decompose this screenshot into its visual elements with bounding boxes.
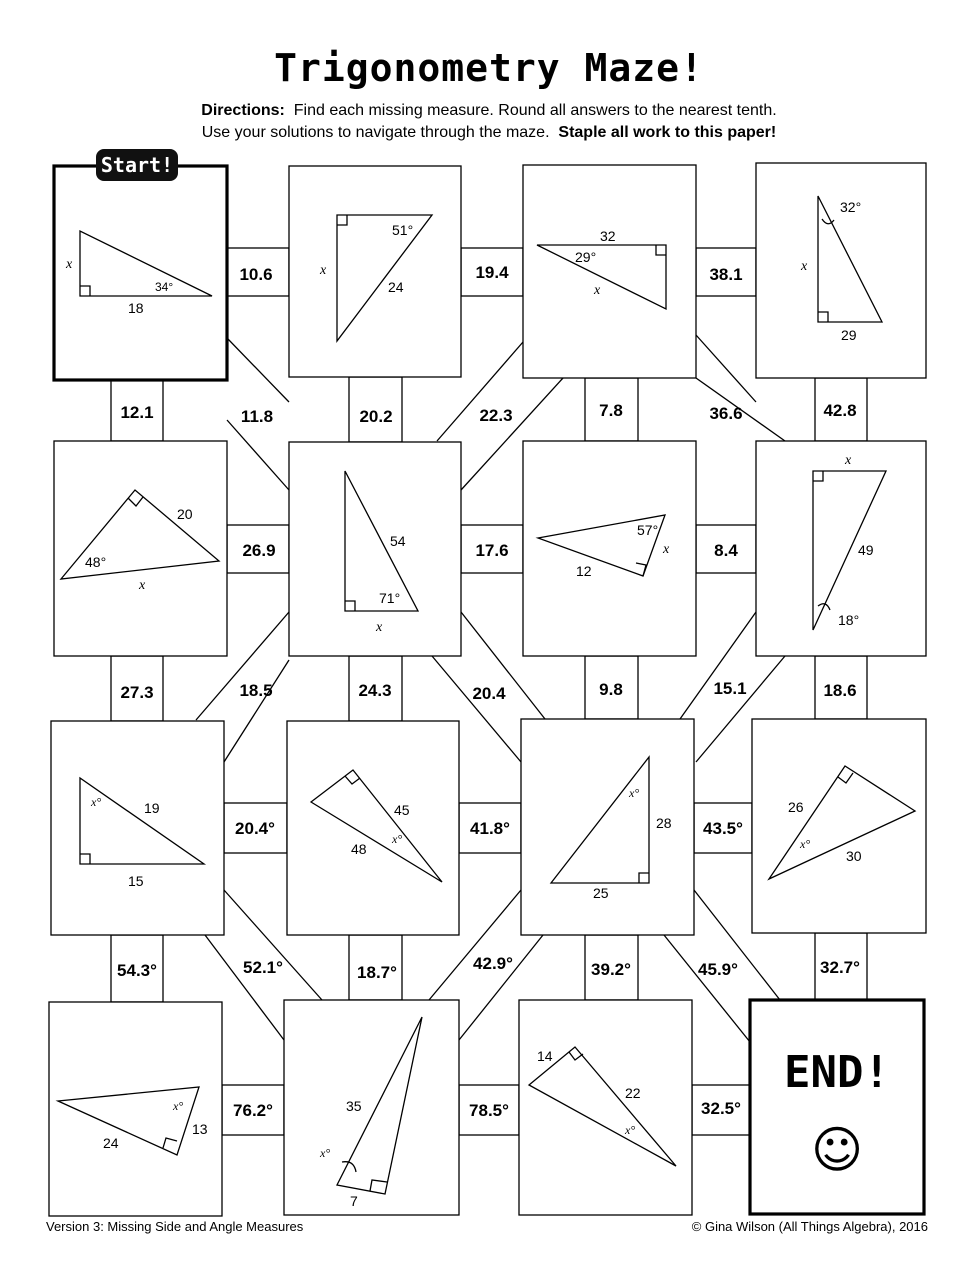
triangle-label: x	[845, 453, 852, 468]
answer-label: 18.5	[239, 681, 273, 700]
answer-labels	[117, 263, 860, 1120]
triangle-label: 29	[841, 327, 857, 343]
triangle-label: 15	[128, 873, 144, 889]
footer-copyright: © Gina Wilson (All Things Algebra), 2016	[691, 1219, 928, 1234]
directions-text-2: Use your solutions to navigate through the maze.	[201, 124, 550, 141]
maze-cell	[752, 719, 926, 933]
answer-label: 18.7°	[357, 963, 397, 982]
answer-label: 22.3	[479, 406, 513, 425]
triangle-label: x°	[91, 795, 102, 809]
triangle-label: x°	[320, 1146, 331, 1160]
answer-label: 76.2°	[233, 1101, 273, 1120]
triangle-label: 45	[394, 802, 410, 818]
answer-label: 36.6	[709, 404, 743, 423]
answer-label: 41.8°	[470, 819, 510, 838]
triangle-label: 19	[144, 800, 160, 816]
connector	[227, 420, 289, 490]
answer-label: 15.1	[713, 679, 747, 698]
maze-cell	[289, 442, 461, 656]
end-label: END!	[784, 1047, 890, 1098]
triangle-label: 32°	[840, 199, 862, 215]
answer-label: 10.6	[239, 265, 273, 284]
triangle-label: x	[66, 257, 73, 272]
answer-label: 42.8	[823, 401, 857, 420]
triangle-label: 34°	[155, 280, 174, 294]
answer-label: 38.1	[709, 265, 743, 284]
directions-label: Directions:	[201, 102, 285, 119]
triangle-label: x	[320, 263, 327, 278]
maze-cell	[289, 166, 461, 377]
triangle-label: x	[376, 620, 383, 635]
answer-label: 54.3°	[117, 961, 157, 980]
answer-label: 24.3	[358, 681, 392, 700]
triangle-label: 54	[390, 533, 406, 549]
answer-label: 45.9°	[698, 960, 738, 979]
triangle-label: 18	[128, 300, 144, 316]
triangle-label: 48°	[85, 554, 107, 570]
smiley-icon: ☺	[810, 1121, 864, 1179]
triangle-label: 35	[346, 1098, 362, 1114]
triangle-label: 22	[625, 1085, 641, 1101]
maze-cell	[54, 441, 227, 656]
answer-label: 20.4	[472, 684, 506, 703]
answer-label: 11.8	[240, 407, 274, 426]
answer-label: 52.1°	[243, 958, 283, 977]
answer-label: 8.4	[714, 541, 738, 560]
triangle-label: 71°	[379, 590, 401, 606]
triangle-label: 49	[858, 542, 874, 558]
triangle-label: 51°	[392, 222, 414, 238]
page-title: Trigonometry Maze!	[274, 46, 704, 90]
triangle-label: 30	[846, 848, 862, 864]
directions-text-1: Find each missing measure. Round all answers to the nearest tenth.	[293, 102, 777, 119]
answer-label: 42.9°	[473, 954, 513, 973]
triangle-label: 13	[192, 1121, 208, 1137]
triangle-label: 32	[600, 228, 616, 244]
triangle-label: 24	[388, 279, 404, 295]
triangle-label: 7	[350, 1193, 358, 1209]
triangle-label: 24	[103, 1135, 119, 1151]
triangle-label: x°	[800, 837, 811, 851]
triangle-label: x°	[629, 786, 640, 800]
start-label: Start!	[96, 149, 178, 181]
triangle-label: x°	[173, 1099, 184, 1113]
footer-version: Version 3: Missing Side and Angle Measures	[46, 1219, 304, 1234]
answer-label: 9.8	[599, 680, 623, 699]
triangle-label: x°	[392, 832, 403, 846]
answer-label: 27.3	[120, 683, 154, 702]
triangle-label: 25	[593, 885, 609, 901]
answer-label: 39.2°	[591, 960, 631, 979]
answer-label: 43.5°	[703, 819, 743, 838]
maze-cell	[523, 441, 696, 656]
triangle-label: 26	[788, 799, 804, 815]
answer-label: 7.8	[599, 401, 623, 420]
triangle-label: x°	[625, 1123, 636, 1137]
answer-label: 19.4	[475, 263, 509, 282]
triangle-label: x	[801, 259, 808, 274]
maze-cell	[519, 1000, 692, 1215]
triangle-label: 48	[351, 841, 367, 857]
triangle-label: 20	[177, 506, 193, 522]
triangle-label: 12	[576, 563, 592, 579]
answer-label: 32.7°	[820, 958, 860, 977]
triangle-label: 28	[656, 815, 672, 831]
answer-label: 32.5°	[701, 1099, 741, 1118]
answer-label: 17.6	[475, 541, 509, 560]
triangle-label: 29°	[575, 249, 597, 265]
triangle-label: x	[139, 578, 146, 593]
directions-bold: Staple all work to this paper!	[558, 124, 777, 141]
answer-label: 26.9	[242, 541, 276, 560]
answer-label: 18.6	[823, 681, 857, 700]
connector	[227, 338, 289, 402]
connector	[696, 335, 756, 402]
answer-label: 78.5°	[469, 1101, 509, 1120]
answer-label: 20.2	[359, 407, 393, 426]
maze-cell	[756, 163, 926, 378]
triangle-label: 14	[537, 1048, 553, 1064]
triangle-label: 57°	[637, 522, 659, 538]
end-cell	[750, 1000, 924, 1214]
triangle-label: x	[594, 283, 601, 298]
maze-cell	[51, 721, 224, 935]
triangle-label: x	[663, 542, 670, 557]
answer-label: 12.1	[120, 403, 154, 422]
answer-label: 20.4°	[235, 819, 275, 838]
maze-cell	[287, 721, 459, 935]
maze-cell	[523, 165, 696, 378]
triangle-label: 18°	[838, 612, 860, 628]
